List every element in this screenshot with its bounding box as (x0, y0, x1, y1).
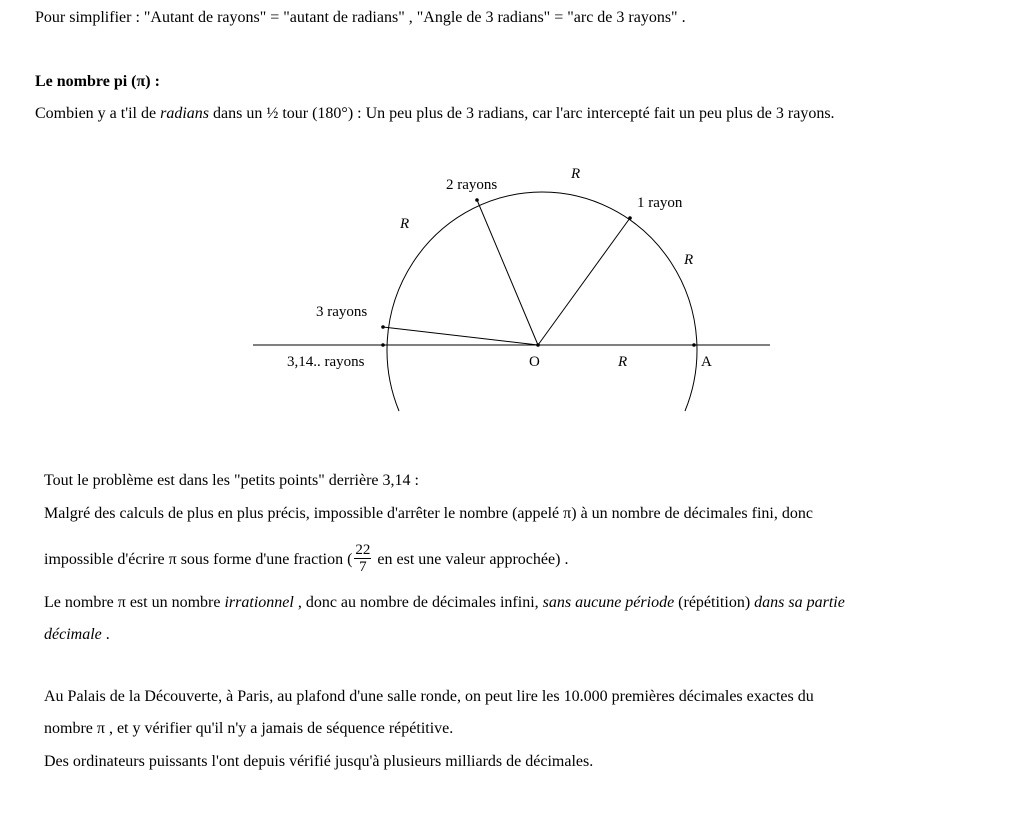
fraction-22-7: $\frac{22}{7}$ (355, 542, 371, 575)
label-3-rayons: 3 rayons (316, 304, 368, 320)
paragraph-4: Le nombre π est un nombre irrationnel , donc au nombre de décimales infini, sans aucune période (répétition) dans sa partie (44, 594, 845, 611)
label-R-top: R (571, 166, 581, 182)
point-1-rayon (628, 216, 632, 220)
radius-3-rayons (383, 327, 538, 345)
point-O (536, 343, 540, 347)
paragraph-5: décimale . (44, 626, 110, 643)
label-R-right: R (684, 252, 694, 268)
point-2-rayons (475, 198, 479, 202)
paragraph-1: Tout le problème est dans les "petits points" derrière 3,14 : (44, 472, 419, 489)
point-314-rayons (381, 343, 385, 347)
question-text: Combien y a t'il de radians dans un ½ tour (180°) : Un peu plus de 3 radians, car l'arc intercepté fait un peu plus de 3 rayons. (35, 105, 835, 122)
label-A: A (701, 354, 712, 370)
label-R-bottom: R (618, 354, 628, 370)
point-A (692, 343, 696, 347)
section-title: Le nombre pi (π) : (35, 73, 160, 90)
circle-arc (387, 192, 697, 411)
label-O: O (529, 354, 540, 370)
label-1-rayon: 1 rayon (637, 195, 683, 211)
radius-1-rayon (538, 218, 630, 345)
label-R-left: R (400, 216, 410, 232)
label-2-rayons: 2 rayons (446, 177, 498, 193)
paragraph-2: Malgré des calculs de plus en plus précis, impossible d'arrêter le nombre (appelé π) à un nombre de décimales fini, donc (44, 505, 813, 522)
intro-text: Pour simplifier : "Autant de rayons" = "autant de radians" , "Angle de 3 radians" = "arc de 3 rayons" . (35, 9, 686, 26)
paragraph-3: impossible d'écrire π sous forme d'une fraction ( $\frac{22}{7}$ en est une valeur approchée) . (44, 542, 569, 575)
label-314-rayons: 3,14.. rayons (287, 354, 365, 370)
paragraph-7: nombre π , et y vérifier qu'il n'y a jamais de séquence répétitive. (44, 720, 454, 737)
paragraph-8: Des ordinateurs puissants l'ont depuis vérifié jusqu'à plusieurs milliards de décimales. (44, 753, 594, 770)
point-3-rayons (381, 325, 385, 329)
paragraph-6: Au Palais de la Découverte, à Paris, au plafond d'une salle ronde, on peut lire les 10.000 premières décimales exactes du (44, 688, 814, 705)
radius-2-rayons (477, 200, 538, 345)
